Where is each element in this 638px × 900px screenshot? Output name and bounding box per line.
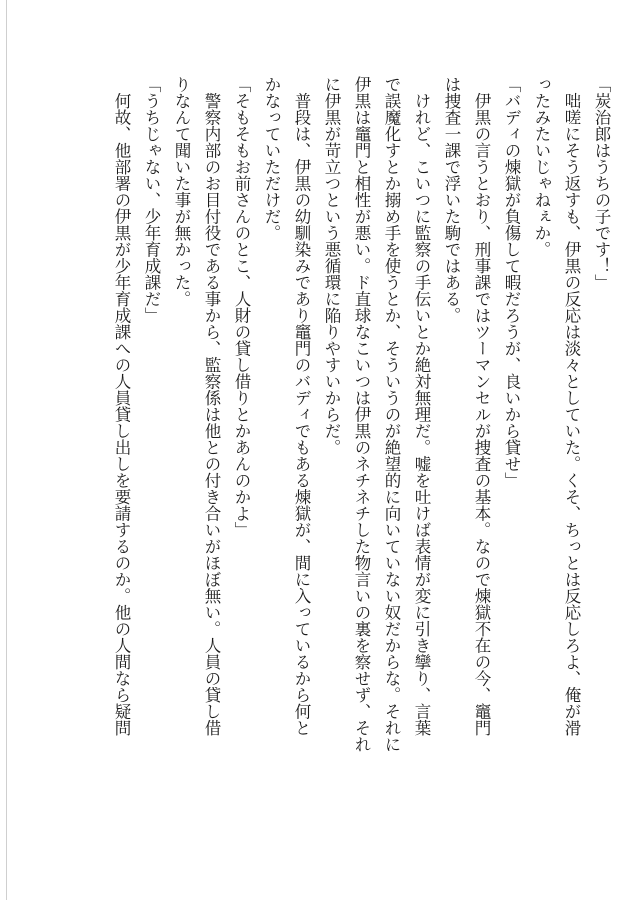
text-line: 何故、他部署の伊黒が少年育成課への人員貸し出しを要請するのか。他の人間なら疑問 [112,76,131,736]
page-edge [6,0,7,900]
text-line: に伊黒が苛立つという悪循環に陥りやすいからだ。 [322,76,341,456]
text-line: で誤魔化すとか搦め手を使うとか、そういうのが絶望的に向いていない奴だからな。それに [382,76,401,753]
text-line: かなっていただけだ。 [262,76,281,241]
text-line: 警察内部のお目付役である事から、監察係は他との付き合いがほぼ無い。人員の貸し借 [202,76,221,736]
text-line: 伊黒の言うとおり、刑事課ではツーマンセルが捜査の基本。なので煉獄不在の今、竈門 [472,76,491,736]
text-line: 伊黒は竈門と相性が悪い。ド直球なこいつは伊黒のネチネチした物言いの裏を察せず、それ [352,76,371,753]
text-line: 「うちじゃない、少年育成課だ」 [142,76,161,324]
text-line: 普段は、伊黒の幼馴染みであり竈門のバディでもある煉獄が、間に入っているから何と [292,76,311,736]
text-line: りなんて聞いた事が無かった。 [172,76,191,307]
text-line: 「炭治郎はうちの子です！」 [592,76,611,291]
text-line: ったみたいじゃねぇか。 [532,76,551,258]
text-line: は捜査一課で浮いた駒ではある。 [442,76,461,324]
text-line: 「そもそもお前さんのとこ、人財の貸し借りとかあんのかよ」 [232,76,251,538]
vertical-text-body [76,76,616,756]
text-line: 咄嗟にそう返すも、伊黒の反応は淡々としていた。くそ、ちっとは反応しろよ、俺が滑 [562,76,581,736]
text-line: けれど、こいつに監察の手伝いとか絶対無理だ。嘘を吐けば表情が変に引き攣り、言葉 [412,76,431,736]
text-line: 「バディの煉獄が負傷して暇だろうが、良いから貸せ」 [502,76,521,489]
